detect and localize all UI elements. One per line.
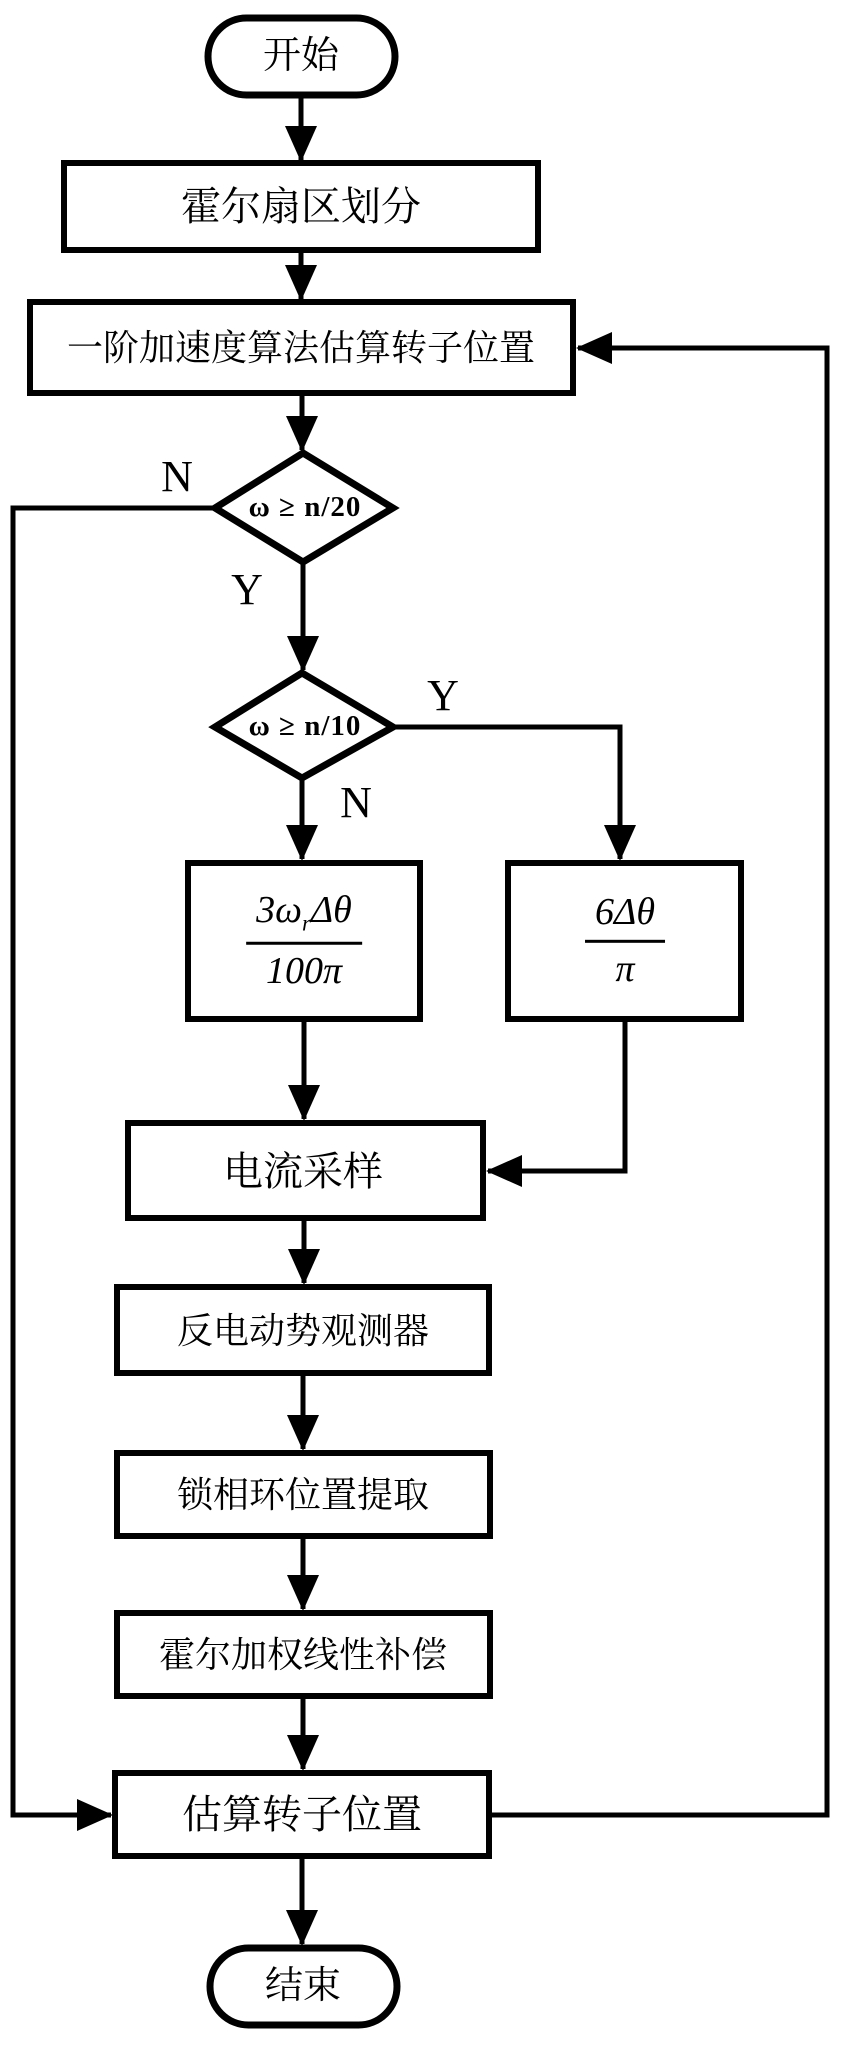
formula-high-numerator: 6Δθ	[595, 890, 655, 933]
formula-high-denominator: π	[585, 940, 665, 992]
edge-decision-high-yes	[393, 727, 620, 859]
formula-mid	[246, 889, 362, 993]
start-label: 开始	[262, 35, 340, 78]
decision-high-no-label: N	[340, 777, 372, 827]
end-label: 结束	[264, 1965, 342, 2008]
edge-estimate-feedback-loop	[489, 348, 827, 1815]
decision-high-yes-label: Y	[427, 670, 459, 720]
first-order-label: 一阶加速度算法估算转子位置	[66, 327, 536, 369]
decision-low-yes-label: Y	[231, 564, 263, 614]
bemf-observer-label: 反电动势观测器	[176, 1310, 430, 1352]
edge-formula-high-to-current	[488, 1019, 625, 1171]
current-sampling-label: 电流采样	[223, 1150, 383, 1194]
hall-comp-label: 霍尔加权线性补偿	[158, 1634, 448, 1676]
decision-low-no-label: N	[161, 451, 193, 501]
decision-high-condition: ω ≥ n/10	[248, 710, 362, 743]
estimate-label: 估算转子位置	[182, 1793, 422, 1837]
pll-label: 锁相环位置提取	[176, 1474, 430, 1516]
formula-mid-numerator: $3\omega_r\Delta\theta$	[256, 888, 352, 936]
hall-sector-label: 霍尔扇区划分	[181, 185, 421, 229]
decision-low-condition: ω ≥ n/20	[248, 491, 362, 524]
formula-mid-denominator: 100π	[246, 942, 362, 994]
formula-high	[585, 891, 665, 991]
